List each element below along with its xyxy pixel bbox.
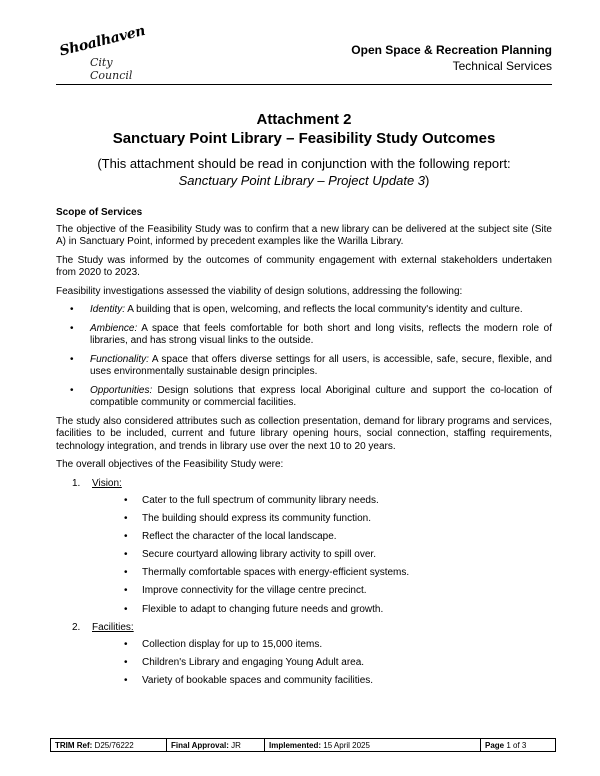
logo-subtitle: City Council [90,56,133,82]
bullet-icon: • [124,639,128,651]
bullet-icon: • [124,549,128,561]
list-item: • Variety of bookable spaces and community facilities. [124,675,374,687]
list-item: • The building should express its community function. [124,513,372,525]
objectives-list [72,478,552,688]
bullet-icon: • [70,322,74,334]
list-item: • Thermally comfortable spaces with energy-efficient systems. [124,567,410,579]
department-block [351,42,552,74]
list-item: • Collection display for up to 15,000 items. [124,639,323,651]
main-content [56,207,552,693]
criterion-text: A building that is open, welcoming, and reflects the local community's identity and culture. [125,304,523,315]
list-item: • Secure courtyard allowing library activity to spill over. [124,549,376,561]
criterion-text: Design solutions that express local Aboriginal culture and support the co-location of compatible community or commercial facilities. [90,384,552,408]
bullet-icon: • [124,657,128,669]
paragraph-objective: The objective of the Feasibility Study was to confirm that a new library can be delivered at the subject site (Site A) in Sanctuary Point, informed by precedent examples like the Warilla Library. [56,223,552,247]
list-item [70,354,552,379]
paragraph-investigations: Feasibility investigations assessed the viability of design solutions, addressing the following: [56,285,463,297]
criterion-term: Functionality: [90,353,149,365]
reading-note [56,155,552,189]
logo-wordmark: Shoalhaven [58,22,147,60]
paragraph-objectives-intro: The overall objectives of the Feasibility Study were: [56,459,284,470]
bullet-icon: • [124,495,128,506]
criterion-term: Opportunities: [90,384,153,396]
note-close: ) [425,173,430,188]
list-item [70,385,552,410]
list-item: • Improve connectivity for the village centre precinct. [124,585,367,597]
trim-reference: TRIM Ref: D25/76222 [51,739,167,751]
facilities-items [124,639,552,688]
criterion-text: A space that offers diverse settings for all users, is accessible, safe, secure, flexible, and uses environmentally sustainable design principles. [90,353,552,377]
paragraph-engagement: The Study was informed by the outcomes of community engagement with external stakeholders undertaken from 2020 to 2023. [56,254,552,278]
bullet-icon: • [70,384,74,396]
paragraph-attributes: The study also considered attributes such as collection presentation, demand for library programs and services, facilities to be included, current and future library opening hours, social connection, staffing requirements, technology integration, and trends in library use over the next 10 to 20 years. [56,415,552,452]
criterion-term: Ambience: [90,322,138,334]
header-divider [56,84,552,85]
title-line-1: Attachment 2 [256,111,352,128]
bullet-icon: • [124,603,128,615]
bullet-icon: • [124,585,128,597]
bullet-icon: • [70,353,74,365]
final-approval: Final Approval: JR [167,739,265,751]
list-item: • Flexible to adapt to changing future needs and growth. [124,603,384,615]
page-header [56,22,552,84]
report-reference: Sanctuary Point Library – Project Update 3 [178,173,426,188]
list-item: • Reflect the character of the local landscape. [124,531,337,543]
page-number: Page 1 of 3 [485,741,527,750]
criterion-term: Identity: [90,304,126,315]
note-line-1: (This attachment should be read in conjunction with the following report: [97,156,511,171]
division-name: Technical Services [452,59,552,73]
title-line-2: Sanctuary Point Library – Feasibility Study Outcomes [112,130,496,147]
criterion-text: A space that feels comfortable for both short and long visits, reflects the modern role of libraries, and has strong visual links to the outside. [90,322,552,346]
list-item [70,323,552,348]
document-title [56,110,552,148]
objective-heading [72,478,552,491]
vision-items [124,495,552,616]
bullet-icon: • [70,304,74,315]
bullet-icon: • [124,675,128,687]
list-item [70,304,552,317]
implemented-date: Implemented: 15 April 2025 [265,739,481,751]
council-logo [56,22,156,82]
bullet-icon: • [124,513,128,525]
list-item: • Children's Library and engaging Young Adult area. [124,657,365,669]
bullet-icon: • [124,567,128,579]
objective-label: Facilities: [92,621,134,633]
section-heading: Scope of Services [56,207,143,218]
note-line-2 [56,172,552,189]
objective-label: Vision: [92,477,122,489]
list-item: • Cater to the full spectrum of community library needs. [124,495,379,506]
objective-number: 1. [72,477,81,489]
bullet-icon: • [124,531,128,543]
department-name: Open Space & Recreation Planning [351,43,552,57]
document-footer [50,738,556,752]
design-criteria-list [70,304,552,410]
objective-number: 2. [72,621,81,633]
objective-heading [72,622,552,635]
